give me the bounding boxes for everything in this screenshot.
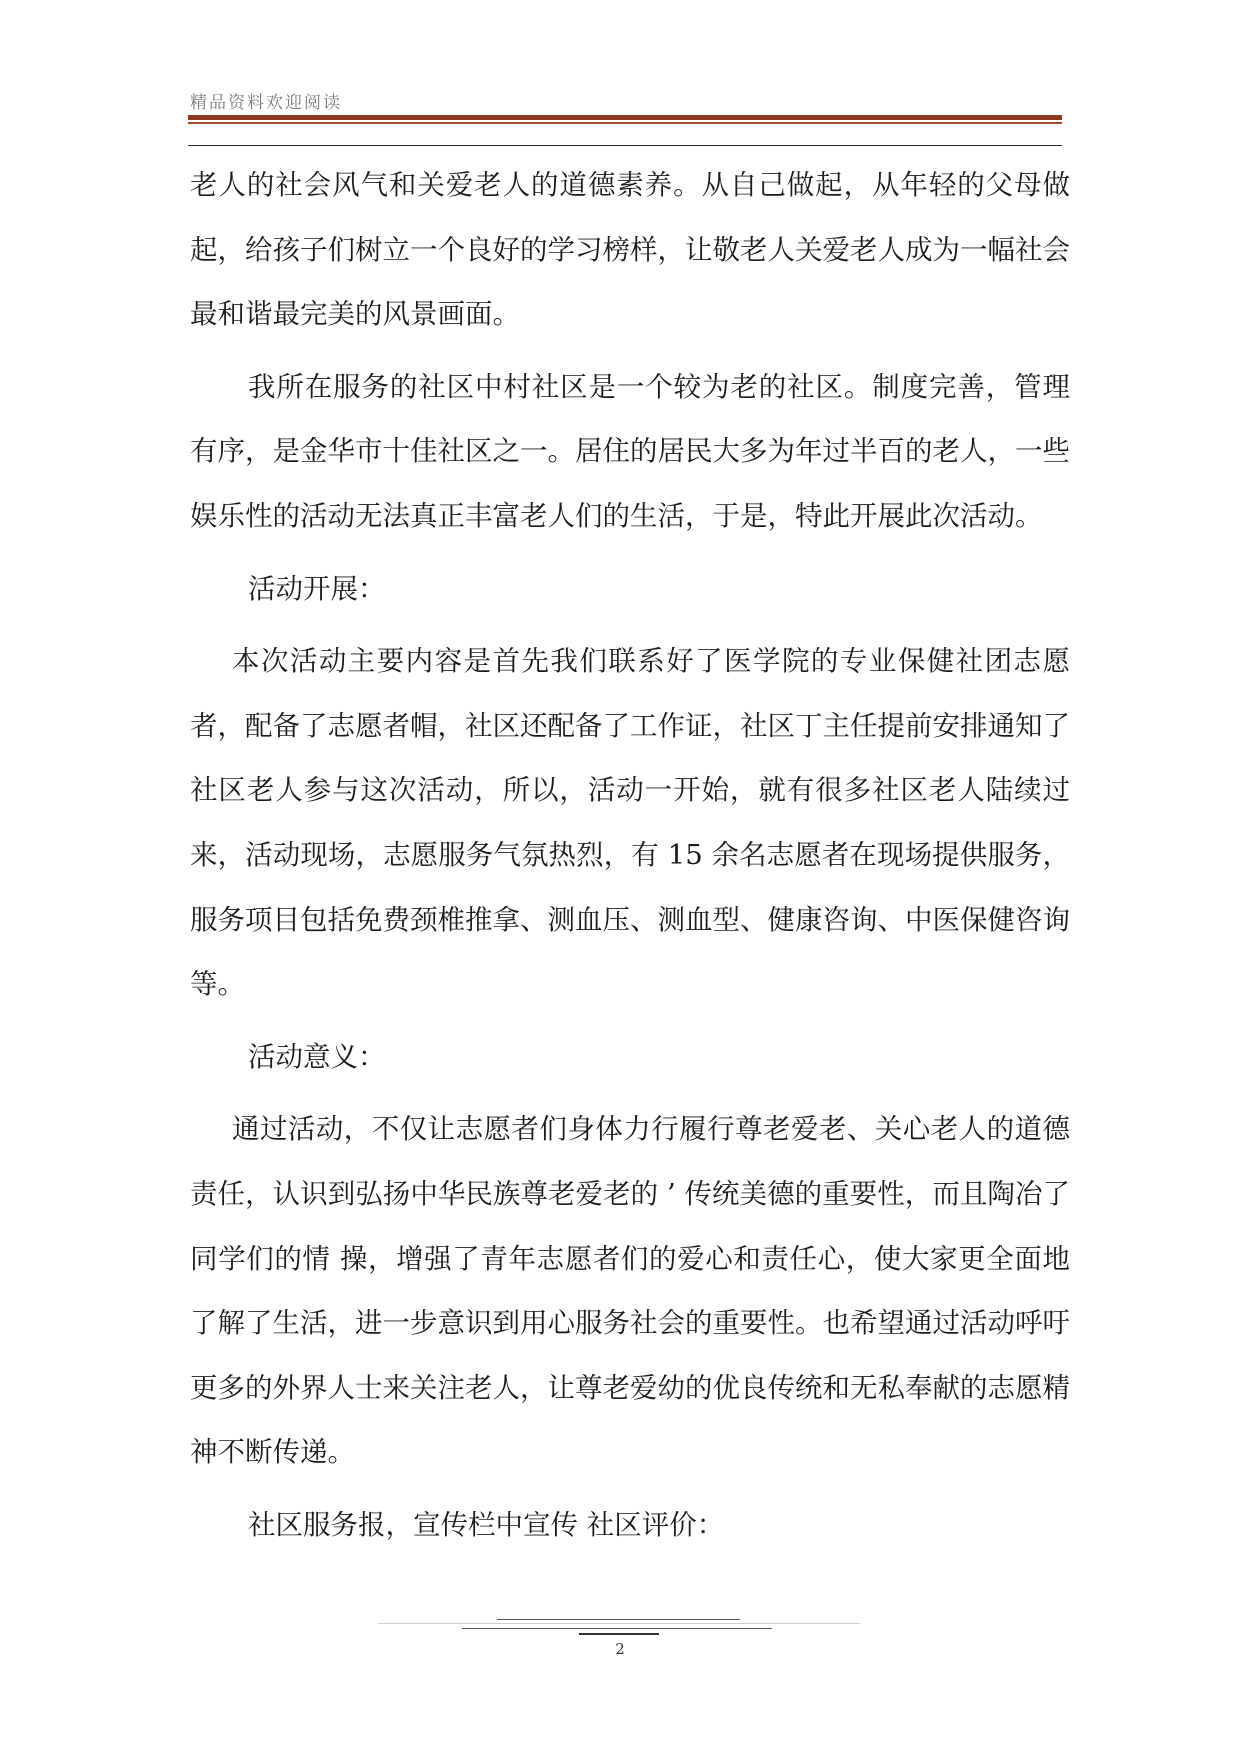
footer-rule bbox=[579, 1633, 659, 1635]
paragraph-4: 通过活动，不仅让志愿者们身体力行履行尊老爱老、关心老人的道德责任，认识到弘扬中华民族尊老爱老的 ’ 传统美德的重要性，而且陶冶了同学们的情 操，增强了青年志愿者们的爱心和责任心，使大家更全面地了解了生活，进一步意识到用心服务社会的重要性。也希望通过活动呼吁更多的外界人士来关注老人，让尊老爱幼的优良传统和无私奉献的志愿精神不断传递。 bbox=[190, 1113, 1070, 1469]
page-number: 2 bbox=[615, 1640, 625, 1658]
paragraph-2: 我所在服务的社区中村社区是一个较为老的社区。制度完善，管理有序，是金华市十佳社区之一。居住的居民大多为年过半百的老人，一些娱乐性的活动无法真正丰富老人们的生活，于是，特此开展此次活动。 bbox=[190, 370, 1070, 532]
footer-rule bbox=[462, 1628, 772, 1629]
paragraph-5: 社区服务报，宣传栏中宣传 社区评价： bbox=[248, 1508, 725, 1541]
header-rule-underline bbox=[188, 145, 1062, 146]
paragraph-1: 老人的社会风气和关爱老人的道德素养。从自己做起，从年轻的父母做起，给孩子们树立一个良好的学习榜样，让敬老人关爱老人成为一幅社会最和谐最完美的风景画面。 bbox=[190, 169, 1070, 331]
footer-rule bbox=[497, 1619, 740, 1620]
paragraph-3: 本次活动主要内容是首先我们联系好了医学院的专业保健社团志愿者，配备了志愿者帽，社区还配备了工作证，社区丁主任提前安排通知了社区老人参与这次活动，所以，活动一开始，就有很多社区老人陆续过来，活动现场，志愿服务气氛热烈，有 15 余名志愿者在现场提供服务，服务项目包括免费颈椎推拿、测血压、测血型、健康咨询、中医保健咨询等。 bbox=[190, 645, 1070, 1001]
running-header: 精品资料欢迎阅读 bbox=[190, 93, 342, 113]
footer-rule bbox=[378, 1623, 860, 1624]
document-body bbox=[190, 153, 1070, 1557]
header-rule-thick bbox=[188, 115, 1062, 120]
header-rule-thin bbox=[188, 122, 1062, 124]
section-heading-significance: 活动意义： bbox=[248, 1040, 386, 1073]
section-heading-activity: 活动开展： bbox=[248, 572, 386, 605]
